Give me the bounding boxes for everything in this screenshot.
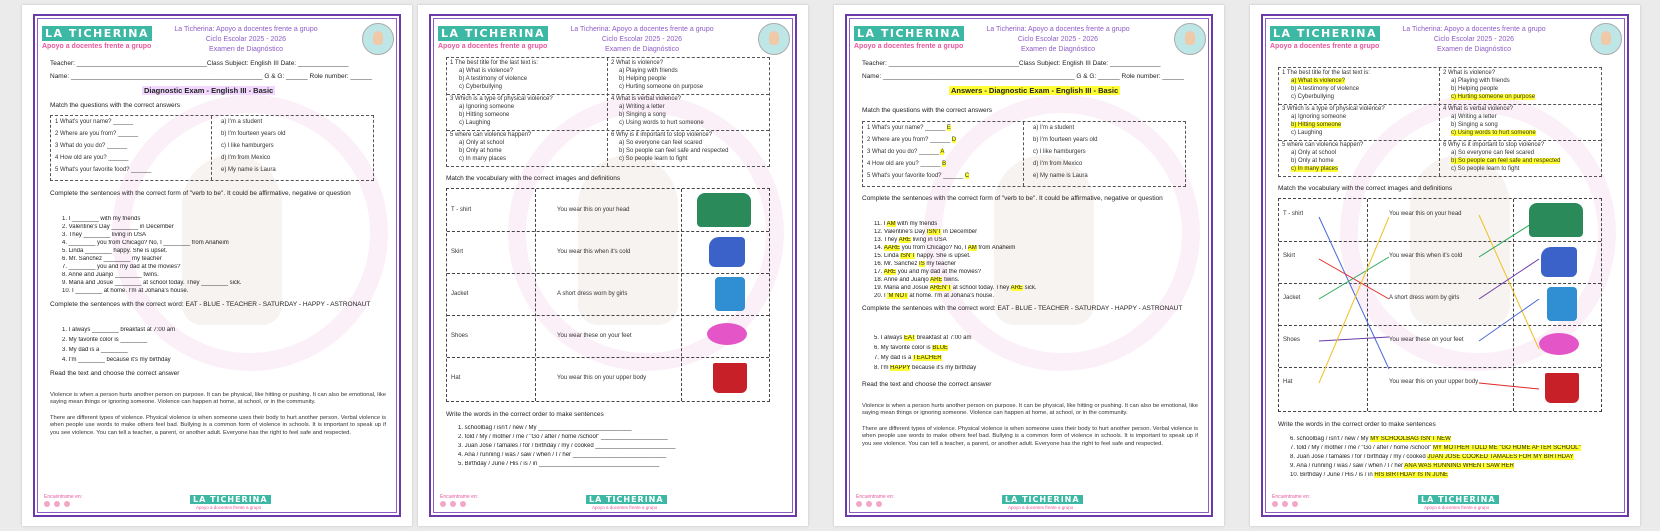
option: a) Ignoring someone: [459, 104, 515, 110]
option: c) So people learn to fight: [619, 156, 688, 162]
vocab-word: Shoes: [451, 333, 469, 339]
hat-image: [707, 323, 747, 345]
option: c) Using words to hurt someone: [619, 120, 704, 126]
option: b) Only at home: [1291, 158, 1334, 164]
match-heading: Match the questions with the correct answers: [862, 107, 993, 114]
facebook-icon[interactable]: [440, 501, 446, 507]
question-title: 1 The best title for the last text is:: [1282, 70, 1370, 76]
verb-answer-item: 20. I 'M NOT at home. I'm at Johana's house.: [874, 293, 995, 299]
verb-item: 8. Anne and Juanjo ________ twins.: [62, 272, 159, 278]
exam-title: Diagnostic Exam - English III - Basic: [144, 86, 274, 95]
page-answers-2: [1250, 5, 1640, 526]
word-item: 1. I always ________ breakfast at 7:00 am: [62, 327, 176, 333]
vocab-heading: Match the vocabulary with the correct images and definitions: [446, 175, 621, 182]
teacher-line: Teacher: ____________________________________Class Subject: English III Date: ______________: [862, 60, 1161, 67]
option: b) Hitting someone: [459, 112, 510, 118]
shoes-image: [709, 237, 745, 267]
brand-logo: LA TICHERINA: [1270, 26, 1380, 41]
question-item: 2 Where are you from? ______: [55, 131, 139, 137]
verb-answer-item: 19. Maria and Josue AREN'T at school today. They ARE sick.: [874, 285, 1037, 291]
reading-paragraph: There are different types of violence. Physical violence is when someone uses their body to hurt another person. Verbal violence is when people use words to make others feel bad. Bullying is a common form of violence in schools. It is important to speak up if you see violence. You can tell a teacher, a parent, or another adult. Everyone has the right to feel safe and respected.: [862, 426, 1198, 447]
header-title: La Ticherina: Apoyo a docentes frente a grupo Ciclo Escolar 2025 - 2026 Examen de Diagnóstico: [1402, 26, 1546, 53]
brand-subtitle: Apoyo a docentes frente a grupo: [42, 43, 152, 50]
verb-item: 9. Maria and Josue ________ at school today. They ________ sick.: [62, 280, 242, 286]
question-item: 3 What do you do? ______ A: [867, 149, 945, 155]
word-answer-item: 6. My favorite color is BLUE: [874, 345, 949, 351]
question-item: 4 How old are you? ______: [55, 155, 129, 161]
order-item: 5. Birthday / June / His / is / in ____________________________________: [458, 461, 660, 467]
answer-item: e) My name is Laura: [1033, 173, 1088, 179]
reading-questions-box: [446, 57, 770, 167]
hat-image: [1539, 333, 1579, 355]
skirt-image: [713, 363, 747, 393]
jacket-image: [1529, 203, 1583, 237]
verb-heading: Complete the sentences with the correct form of "verb to be". It could be affirmative, negative or question: [862, 195, 1163, 202]
reading-paragraph: There are different types of violence. Physical violence is when someone uses their body to hurt another person. Verbal violence is when people use words to make others feel bad. Bullying is a common form of violence in schools. It is important to speak up if you see violence. You can tell a teacher, a parent, or another adult. Everyone has the right to feel safe and respected.: [50, 415, 386, 436]
vocab-definition: You wear this on your upper body: [1389, 379, 1479, 385]
option: a) What is violence?: [459, 68, 514, 74]
order-answer-item: 9. Ana / running / was / saw / when / I / her ANA WAS RUNNING WHEN I SAW HER: [1290, 463, 1514, 469]
reading-paragraph: Violence is when a person hurts another person on purpose. It can be physical, like hitting or pushing. It can also be emotional, like saying mean things or ignoring someone. Violence can happen at home, at school, or in the community.: [50, 392, 386, 406]
order-item: 2. told / My / mother / me / "Go / after / home /school" ____________________: [458, 434, 668, 440]
answer-item: e) My name is Laura: [221, 167, 276, 173]
option: b) Helping people: [619, 76, 667, 82]
answers-title: Answers - Diagnostic Exam - English III - Basic: [951, 86, 1119, 95]
brand-subtitle: Apoyo a docentes frente a grupo: [854, 43, 964, 50]
question-title: 4 What is verbal violence?: [1443, 106, 1514, 112]
youtube-icon[interactable]: [1292, 501, 1298, 507]
option-correct: c) Hurting someone on purpose: [1451, 94, 1536, 100]
answer-item: a) I'm a student: [1033, 125, 1075, 131]
footer-subtitle: Apoyo a docentes frente a grupo: [592, 505, 658, 510]
vocab-word: Hat: [451, 375, 461, 381]
page-header: [1268, 23, 1622, 59]
verb-answer-item: 18. Anne and Juanjo ARE twins.: [874, 277, 960, 283]
order-answer-item: 7. told / My / mother / me / "Go / after / home /school" MY MOTHER TOLD ME "GO HOME AFTER SCHOOL": [1290, 445, 1581, 451]
match-heading: Match the questions with the correct answers: [50, 102, 181, 109]
vocab-word: Shoes: [1283, 337, 1301, 343]
word-heading: Complete the sentences with the correct word: EAT - BLUE - TEACHER - SATURDAY - HAPPY - ASTRONAUT: [50, 301, 371, 308]
instagram-icon[interactable]: [866, 501, 872, 507]
option: a) Only at school: [1291, 150, 1337, 156]
option: c) In many places: [459, 156, 507, 162]
question-item: 5 What's your favorite food? ______ C: [867, 173, 970, 179]
vocab-word: Skirt: [451, 249, 463, 255]
order-item: 1. schoolbag / isn't / new / My ____________________________: [458, 425, 632, 431]
question-item: 4 How old are you? ______ B: [867, 161, 947, 167]
verb-item: 3. They ________ living in USA: [62, 232, 146, 238]
vocab-definition: You wear this on your head: [557, 207, 630, 213]
option: a) Ignoring someone: [1291, 114, 1347, 120]
verb-item: 5. Linda ________ happy. She is upset.: [62, 248, 168, 254]
vocab-word: Skirt: [1283, 253, 1295, 259]
answer-item: c) I like hamburgers: [221, 143, 274, 149]
question-title: 4 What is verbal violence?: [611, 96, 682, 102]
vocab-word: T - shirt: [451, 207, 472, 213]
jacket-image: [697, 193, 751, 227]
page-header: [40, 23, 394, 59]
question-item: 3 What do you do? ______: [55, 143, 128, 149]
option: a) Only at school: [459, 140, 505, 146]
avatar-icon: [1174, 23, 1206, 55]
footer-subtitle: Apoyo a docentes frente a grupo: [1424, 505, 1490, 510]
youtube-icon[interactable]: [460, 501, 466, 507]
verb-item: 1. I ________ with my friends: [62, 216, 141, 222]
option: a) So everyone can feel scared: [619, 140, 703, 146]
option: c) Laughing: [1291, 130, 1323, 136]
question-title: 3 Which is a type of physical violence?: [450, 96, 553, 102]
option: c) Hurting someone on purpose: [619, 84, 704, 90]
avatar-icon: [758, 23, 790, 55]
word-answer-item: 8. I'm HAPPY because it's my birthday: [874, 365, 977, 371]
question-title: 6 Why is it important to stop violence?: [1443, 142, 1545, 148]
answer-item: b) I'm fourteen years old: [221, 131, 286, 137]
header-title: La Ticherina: Apoyo a docentes frente a grupo Ciclo Escolar 2025 - 2026 Examen de Diagnóstico: [986, 26, 1130, 53]
vocab-table: [1278, 198, 1602, 412]
brand-subtitle: Apoyo a docentes frente a grupo: [438, 43, 548, 50]
option: c) Cyberbullying: [1291, 94, 1335, 100]
verb-item: 6. Mr. Sanchez ________ my teacher: [62, 256, 162, 262]
read-heading: Read the text and choose the correct answer: [50, 370, 180, 377]
vocab-heading: Match the vocabulary with the correct images and definitions: [1278, 185, 1453, 192]
word-answer-item: 5. I always EAT breakfast at 7:00 am: [874, 335, 972, 341]
reading-paragraph: Violence is when a person hurts another person on purpose. It can be physical, like hitting or pushing. It can also be emotional, like saying mean things or ignoring someone. Violence can happen at home, at school, or in the community.: [862, 403, 1198, 417]
vocab-definition: A short dress worn by girls: [1389, 295, 1460, 301]
vocab-word: T - shirt: [1283, 211, 1304, 217]
tshirt-image: [715, 277, 745, 311]
order-item: 4. Ana / running / was / saw / when / I / her ____________________________: [458, 452, 667, 458]
order-item: 3. Juan Jose / tamales / for / birthday / my / cooked ________________________: [458, 443, 676, 449]
header-title: La Ticherina: Apoyo a docentes frente a grupo Ciclo Escolar 2025 - 2026 Examen de Diagnóstico: [174, 26, 318, 53]
option: b) A testimony of violence: [459, 76, 528, 82]
question-item: 1 What's your name? ______ E: [867, 125, 951, 131]
answer-item: c) I like hamburgers: [1033, 149, 1086, 155]
option: b) Singing a song: [619, 112, 666, 118]
name-line: Name: _____________________________________________________ G & G: ______ Role number: ______: [50, 73, 373, 80]
question-title: 5 where can violence happen?: [450, 132, 532, 138]
option-correct: b) Hitting someone: [1291, 122, 1342, 128]
instagram-icon[interactable]: [1282, 501, 1288, 507]
option: b) Only at home: [459, 148, 502, 154]
answer-item: d) I'm from Mexico: [221, 155, 271, 161]
word-item: 4. I'm ________ because it's my birthday: [62, 357, 171, 363]
option-correct: c) In many places: [1291, 166, 1339, 172]
verb-answer-item: 16. Mr. Sanchez IS my teacher: [874, 261, 957, 267]
verb-answer-item: 14. AARE you from Chicago? No, I AM from Anaheim: [874, 245, 1016, 251]
shoes-image: [1541, 247, 1577, 277]
vocab-definition: You wear this when it's cold: [1389, 253, 1463, 259]
page-header: [436, 23, 790, 59]
instagram-icon[interactable]: [450, 501, 456, 507]
verb-answer-item: 12. Valentine's Day ISN'T in December: [874, 229, 978, 235]
page-footer: [1268, 494, 1622, 512]
option: a) So everyone can feel scared: [1451, 150, 1535, 156]
question-title: 3 Which is a type of physical violence?: [1282, 106, 1385, 112]
verb-item: 7. ________ you and my dad at the movies?: [62, 264, 181, 270]
brand-subtitle: Apoyo a docentes frente a grupo: [1270, 43, 1380, 50]
page-exam-1: [22, 5, 412, 526]
vocab-definition: A short dress worn by girls: [557, 291, 628, 297]
brand-logo: LA TICHERINA: [854, 26, 964, 41]
read-heading: Read the text and choose the correct answer: [862, 381, 992, 388]
vocab-definition: You wear these on your feet: [557, 333, 632, 339]
page-exam-2: [418, 5, 808, 526]
follow-label: Encuéntrame en:: [856, 494, 895, 500]
option-correct: a) What is violence?: [1291, 78, 1346, 84]
verb-item: 10. I ________ at home. I'm at Johana's house.: [62, 288, 189, 294]
order-answer-item: 8. Juan Jose / tamales / for / birthday / my / cooked JUAN JOSE COOKED TAMALES FOR MY BIRTHDAY: [1290, 454, 1574, 460]
footer-subtitle: Apoyo a docentes frente a grupo: [196, 505, 262, 510]
verb-item: 2. Valentine's Day ________ in December: [62, 224, 174, 230]
follow-label: Encuéntrame en:: [44, 494, 83, 500]
verb-answer-item: 17. ARE you and my dad at the movies?: [874, 269, 982, 275]
option: b) Singing a song: [1451, 122, 1498, 128]
option-correct: b) So people can feel safe and respected: [1451, 158, 1561, 164]
tshirt-image: [1547, 287, 1577, 321]
header-title: La Ticherina: Apoyo a docentes frente a grupo Ciclo Escolar 2025 - 2026 Examen de Diagnóstico: [570, 26, 714, 53]
option: c) Cyberbullying: [459, 84, 503, 90]
order-heading: Write the words in the correct order to make sentences: [1278, 421, 1436, 428]
word-item: 3. My dad is a ________: [62, 347, 128, 353]
youtube-icon[interactable]: [64, 501, 70, 507]
option: c) Laughing: [459, 120, 491, 126]
brand-logo: LA TICHERINA: [42, 26, 152, 41]
name-line: Name: _____________________________________________________ G & G: ______ Role number: ______: [862, 73, 1185, 80]
teacher-line: Teacher: ____________________________________Class Subject: English III Date: ______________: [50, 60, 349, 67]
vocab-table: [446, 188, 770, 402]
match-box: [50, 115, 374, 181]
instagram-icon[interactable]: [54, 501, 60, 507]
brand-logo: LA TICHERINA: [438, 26, 548, 41]
page-header: [852, 23, 1206, 59]
option: b) A testimony of violence: [1291, 86, 1360, 92]
youtube-icon[interactable]: [876, 501, 882, 507]
page-footer: [852, 494, 1206, 512]
question-title: 2 What is violence?: [1443, 70, 1496, 76]
follow-label: Encuéntrame en:: [1272, 494, 1311, 500]
answer-item: a) I'm a student: [221, 119, 263, 125]
footer-logo: LA TICHERINA: [1418, 495, 1499, 504]
footer-subtitle: Apoyo a docentes frente a grupo: [1008, 505, 1074, 510]
question-title: 1 The best title for the last text is:: [450, 60, 538, 66]
verb-answer-item: 13. They ARE living in USA: [874, 237, 947, 243]
question-item: 5 What's your favorite food? ______: [55, 167, 152, 173]
question-title: 2 What is violence?: [611, 60, 664, 66]
page-answers-1: [834, 5, 1224, 526]
verb-answer-item: 11. I AM with my friends: [874, 221, 938, 227]
follow-label: Encuéntrame en:: [440, 494, 479, 500]
vocab-definition: You wear this when it's cold: [557, 249, 631, 255]
footer-logo: LA TICHERINA: [586, 495, 667, 504]
order-heading: Write the words in the correct order to make sentences: [446, 411, 604, 418]
page-footer: [40, 494, 394, 512]
vocab-definition: You wear this on your upper body: [557, 375, 647, 381]
vocab-definition: You wear these on your feet: [1389, 337, 1464, 343]
order-answer-item: 6. schoolbag / isn't / new / My MY SCHOOLBAG ISN'T NEW: [1290, 436, 1451, 442]
vocab-word: Jacket: [1283, 295, 1301, 301]
vocab-definition: You wear this on your head: [1389, 211, 1462, 217]
option: a) Writing a letter: [619, 104, 665, 110]
vocab-word: Hat: [1283, 379, 1293, 385]
facebook-icon[interactable]: [44, 501, 50, 507]
match-box: [862, 121, 1186, 187]
option: b) Helping people: [1451, 86, 1499, 92]
page-footer: [436, 494, 790, 512]
question-item: 1 What's your name? ______: [55, 119, 134, 125]
question-item: 2 Where are you from? ______ D: [867, 137, 957, 143]
verb-answer-item: 15. Linda ISN'T happy. She is upset.: [874, 253, 971, 259]
option: a) Playing with friends: [1451, 78, 1510, 84]
answer-item: d) I'm from Mexico: [1033, 161, 1083, 167]
word-heading: Complete the sentences with the correct word: EAT - BLUE - TEACHER - SATURDAY - HAPPY - ASTRONAUT: [862, 305, 1183, 312]
word-item: 2. My favorite color is ________: [62, 337, 148, 343]
footer-logo: LA TICHERINA: [1002, 495, 1083, 504]
facebook-icon[interactable]: [1272, 501, 1278, 507]
option: c) So people learn to fight: [1451, 166, 1520, 172]
reading-questions-box: [1278, 67, 1602, 177]
avatar-icon: [362, 23, 394, 55]
verb-item: 4. ________ you from Chicago? No, I ________ from Anaheim: [62, 240, 229, 246]
vocab-word: Jacket: [451, 291, 469, 297]
footer-logo: LA TICHERINA: [190, 495, 271, 504]
option: a) Playing with friends: [619, 68, 678, 74]
option-correct: c) Using words to hurt someone: [1451, 130, 1536, 136]
avatar-icon: [1590, 23, 1622, 55]
order-answer-item: 10. Birthday / June / His / is / in HIS BIRTHDAY IS IN JUNE: [1290, 472, 1449, 478]
option: a) Writing a letter: [1451, 114, 1497, 120]
question-title: 5 where can violence happen?: [1282, 142, 1364, 148]
word-answer-item: 7. My dad is a TEACHER: [874, 355, 942, 361]
verb-heading: Complete the sentences with the correct form of "verb to be". It could be affirmative, negative or question: [50, 190, 351, 197]
option: b) So people can feel safe and respected: [619, 148, 729, 154]
question-title: 6 Why is it important to stop violence?: [611, 132, 713, 138]
skirt-image: [1545, 373, 1579, 403]
answer-item: b) I'm fourteen years old: [1033, 137, 1098, 143]
facebook-icon[interactable]: [856, 501, 862, 507]
